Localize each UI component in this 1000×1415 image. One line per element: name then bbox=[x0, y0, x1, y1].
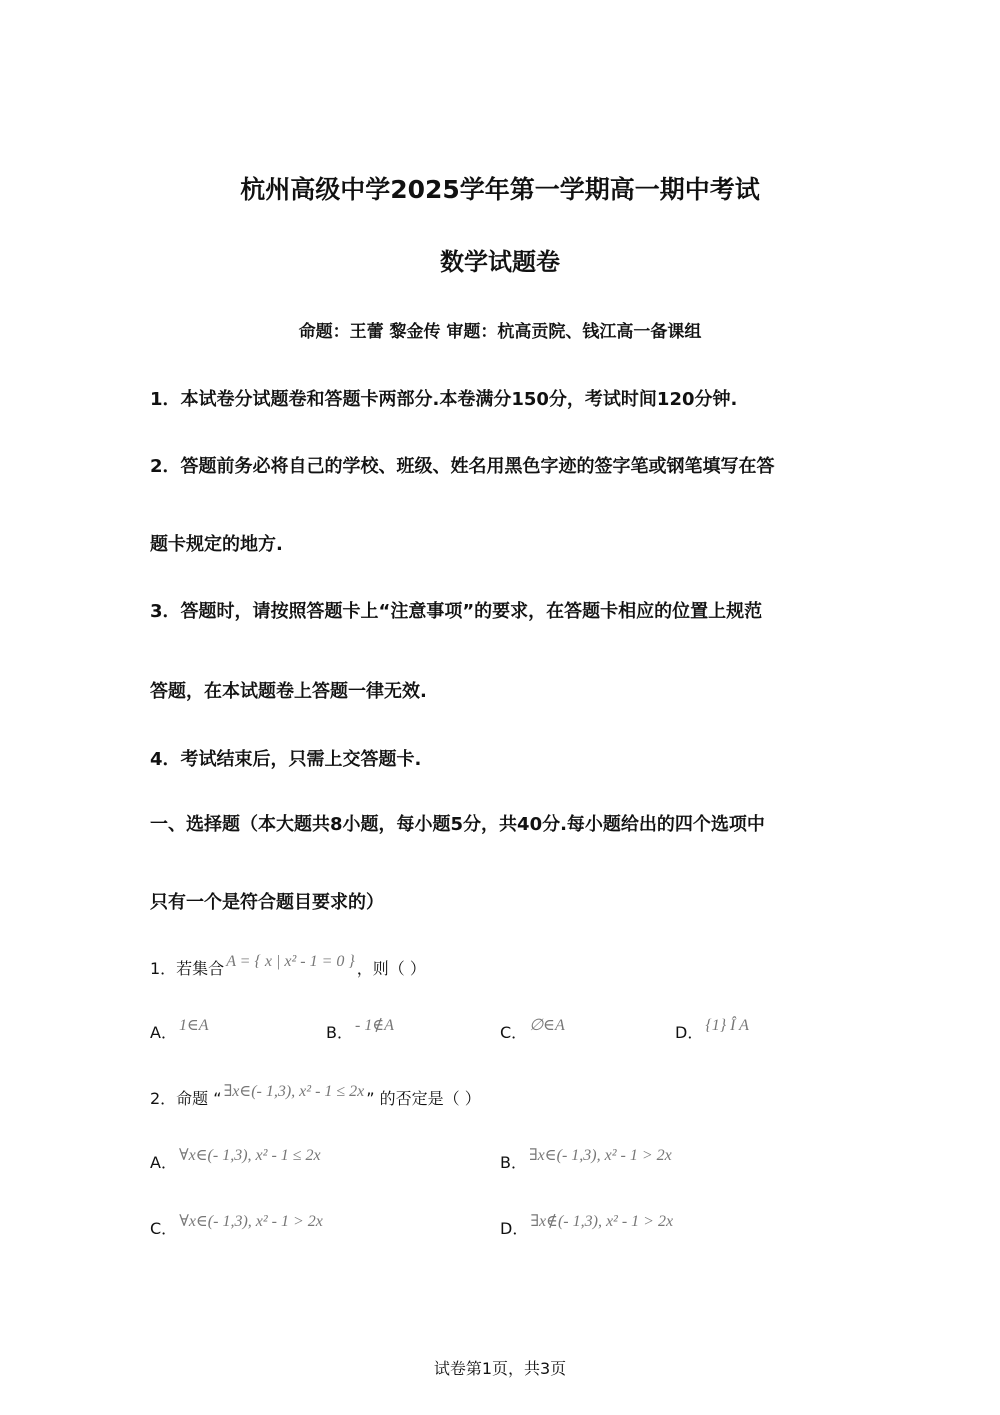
question-1-option-a[interactable] bbox=[150, 1017, 211, 1043]
question-1-option-b[interactable] bbox=[326, 1017, 396, 1043]
option-math: {1} Î A bbox=[705, 1017, 749, 1034]
note-3-continued: 答题，在本试题卷上答题一律无效. bbox=[150, 681, 427, 702]
option-label: D． bbox=[500, 1219, 529, 1238]
option-math: - 1∉A bbox=[354, 1017, 394, 1034]
option-label: C． bbox=[500, 1023, 528, 1042]
option-label: A． bbox=[150, 1153, 177, 1172]
option-math: ∃x∉(- 1,3), x² - 1 > 2x bbox=[530, 1213, 674, 1230]
note-2-continued: 题卡规定的地方. bbox=[150, 534, 283, 555]
exam-authors: 命题：王蕾 黎金传 审题：杭高贡院、钱江高一备课组 bbox=[298, 322, 702, 342]
question-2-option-b[interactable] bbox=[500, 1147, 674, 1173]
note-3: 3．答题时，请按照答题卡上“注意事项”的要求，在答题卡相应的位置上规范 bbox=[150, 601, 763, 622]
question-2-option-a[interactable] bbox=[150, 1147, 323, 1173]
section-heading: 一、选择题（本大题共8小题，每小题5分，共40分.每小题给出的四个选项中 bbox=[150, 814, 765, 835]
option-label: B． bbox=[500, 1153, 527, 1172]
question-1-option-c[interactable] bbox=[500, 1017, 567, 1043]
question-2 bbox=[150, 1083, 481, 1109]
question-1 bbox=[150, 953, 426, 979]
question-1-option-d[interactable] bbox=[675, 1017, 751, 1043]
option-math: 1∈A bbox=[178, 1017, 209, 1034]
option-label: C． bbox=[150, 1219, 178, 1238]
option-math: ∀x∈(- 1,3), x² - 1 ≤ 2x bbox=[178, 1147, 321, 1164]
note-4: 4．考试结束后，只需上交答题卡. bbox=[150, 749, 422, 770]
question-2-option-c[interactable] bbox=[150, 1213, 325, 1239]
question-2-prefix: 2．命题 “ bbox=[150, 1089, 222, 1108]
option-label: A． bbox=[150, 1023, 177, 1042]
question-2-suffix: ” 的否定是（ ） bbox=[366, 1089, 481, 1108]
question-1-prefix: 1．若集合 bbox=[150, 959, 225, 978]
option-label: B． bbox=[326, 1023, 353, 1042]
question-1-math: A = { x | x² - 1 = 0 } bbox=[226, 953, 355, 970]
question-2-option-d[interactable] bbox=[500, 1213, 675, 1239]
question-1-suffix: ，则（ ） bbox=[356, 959, 426, 978]
section-heading-continued: 只有一个是符合题目要求的） bbox=[150, 892, 384, 913]
option-math: ∀x∈(- 1,3), x² - 1 > 2x bbox=[179, 1213, 323, 1230]
exam-subtitle: 数学试题卷 bbox=[440, 248, 560, 276]
note-2: 2．答题前务必将自己的学校、班级、姓名用黑色字迹的签字笔或钢笔填写在答 bbox=[150, 456, 775, 477]
exam-title: 杭州高级中学2025学年第一学期高一期中考试 bbox=[240, 175, 760, 204]
option-math: ∃x∈(- 1,3), x² - 1 > 2x bbox=[528, 1147, 672, 1164]
note-1: 1．本试卷分试题卷和答题卡两部分.本卷满分150分，考试时间120分钟. bbox=[150, 389, 738, 410]
option-label: D． bbox=[675, 1023, 704, 1042]
option-math: ∅∈A bbox=[529, 1017, 565, 1034]
question-2-math: ∃x∈(- 1,3), x² - 1 ≤ 2x bbox=[223, 1083, 365, 1100]
page-footer: 试卷第1页，共3页 bbox=[433, 1359, 567, 1378]
